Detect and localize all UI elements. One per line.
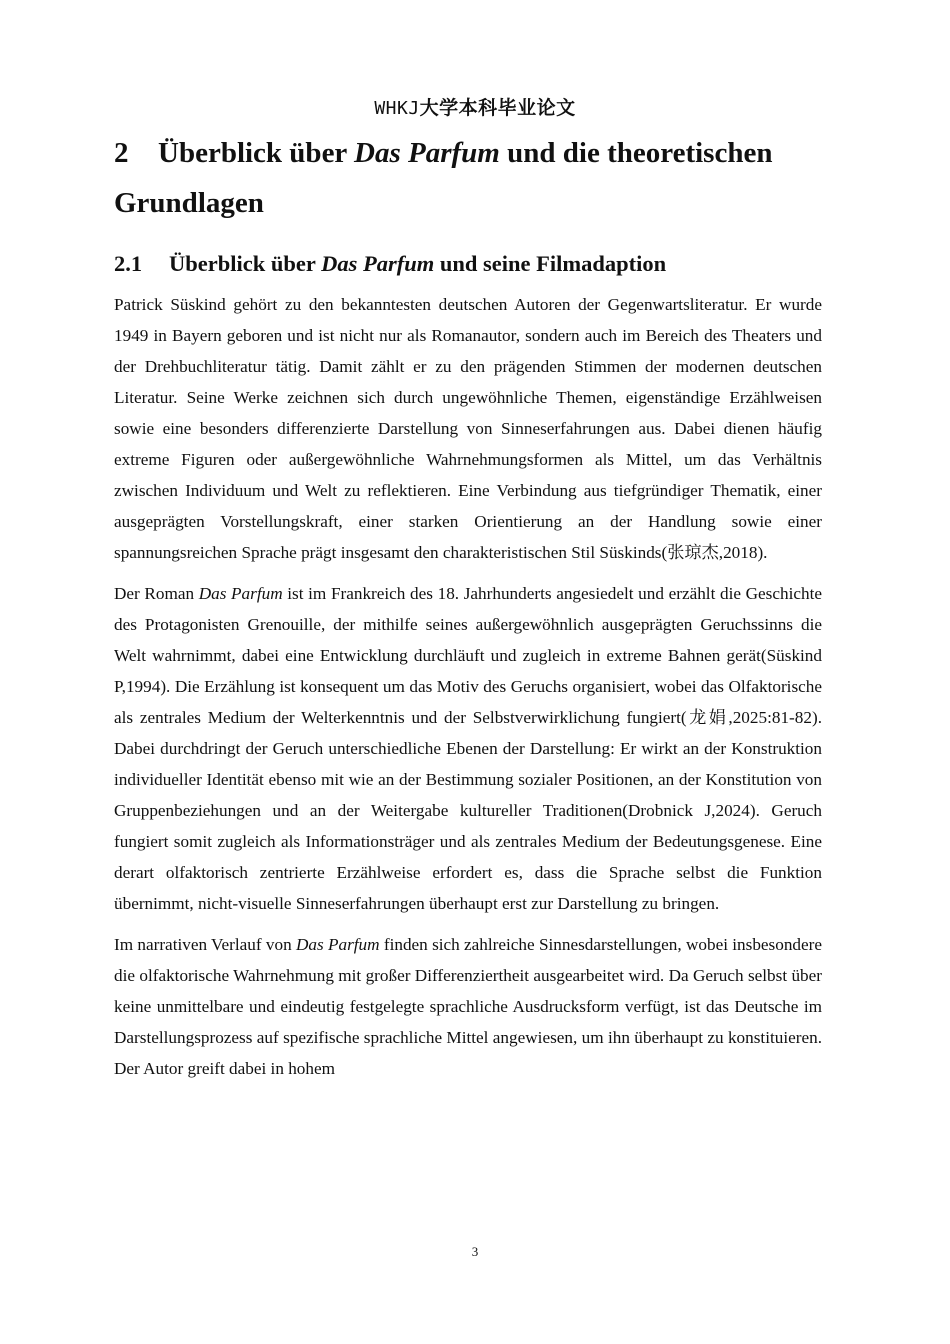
- chapter-title-post: und die theoretischen Grundlagen: [114, 137, 773, 219]
- section-title-post: und seine Filmadaption: [434, 251, 667, 276]
- paragraph-2-pre: Der Roman: [114, 584, 199, 603]
- paragraph-3-work-title: Das Parfum: [296, 935, 380, 954]
- header-thesis-label: 大学本科毕业论文: [419, 97, 576, 119]
- chapter-title-italic: Das Parfum: [354, 137, 500, 169]
- paragraph-1: Patrick Süskind gehört zu den bekanntesten deutschen Autoren der Gegenwartsliteratur. Er wurde 1949 in Bayern geboren und ist nicht nur als Romanautor, sondern auch im Bereich des Theaters und der Drehbuchliteratur tätig. Damit zählt er zu den prägenden Stimmen der modernen deutschen Literatur. Seine Werke zeichnen sich durch ungewöhnliche Themen, eigenständige Erzählweisen sowie eine besonders differenzierte Darstellung von Sinneserfahrungen aus. Dabei dienen häufig extreme Figuren oder außergewöhnliche Wahrnehmungsformen als Mittel, um das Verhältnis zwischen Individuum und Welt zu reflektieren. Eine Verbindung aus tiefgründiger Thematik, einer ausgeprägten Vorstellungskraft, einer starken Orientierung an der Handlung sowie einer spannungsreichen Sprache prägt insgesamt den charakteristischen Stil Süskinds(张琼杰,2018).: [114, 295, 822, 562]
- running-header: [0, 93, 950, 120]
- chapter-heading: [114, 128, 822, 228]
- paragraph-2-work-title: Das Parfum: [198, 584, 283, 603]
- main-content: [114, 128, 822, 1094]
- page-number: 3: [471, 1244, 479, 1259]
- chapter-number: 2: [114, 137, 129, 169]
- paragraph-3-post: finden sich zahlreiche Sinnesdarstellungen, wobei insbesondere die olfaktorische Wahrnehmung mit großer Differenziertheit ausgearbeitet wird. Da Geruch selbst über keine unmittelbare und eindeutig festgelegte sprachliche Ausdrucksform verfügt, ist das Deutsche im Darstellungsprozess auf spezifische sprachliche Mittel angewiesen, um ihn überhaupt zu konstituieren. Der Autor greift dabei in hohem: [114, 935, 823, 1078]
- section-heading: [114, 246, 822, 282]
- paragraph-3: [114, 929, 822, 1084]
- section-number: 2.1: [114, 251, 143, 276]
- chapter-title-pre: Überblick über: [158, 137, 355, 169]
- paragraph-3-pre: Im narrativen Verlauf von: [114, 935, 296, 954]
- section-title-pre: Überblick über: [169, 251, 322, 276]
- paragraph-2: [114, 578, 822, 919]
- section-title-italic: Das Parfum: [321, 251, 435, 276]
- header-institution-code: WHKJ: [374, 98, 420, 119]
- paragraph-2-post: ist im Frankreich des 18. Jahrhunderts angesiedelt und erzählt die Geschichte des Protagonisten Grenouille, der mithilfe seines außergewöhnlich ausgeprägten Geruchssinns die Welt wahrnimmt, dabei eine Entwicklung durchläuft und zugleich in extreme Bahnen gerät(Süskind P,1994). Die Erzählung ist konsequent um das Motiv des Geruchs organisiert, wobei das Olfaktorische als zentrales Medium der Welterkenntnis und der Selbstverwirklichung fungiert(龙娟,2025:81-82). Dabei durchdringt der Geruch unterschiedliche Ebenen der Darstellung: Er wirkt an der Konstruktion individueller Identität ebenso mit wie an der Bestimmung sozialer Positionen, an der Konstitution von Gruppenbeziehungen und an der Weitergabe kultureller Traditionen(Drobnick J,2024). Geruch fungiert somit zugleich als Informationsträger und als zentrales Medium der Bedeutungsgenese. Eine derart olfaktorisch zentrierte Erzählweise erfordert es, dass die Sprache selbst die Funktion übernimmt, nicht-visuelle Sinneserfahrungen überhaupt erst zur Darstellung zu bringen.: [114, 584, 822, 913]
